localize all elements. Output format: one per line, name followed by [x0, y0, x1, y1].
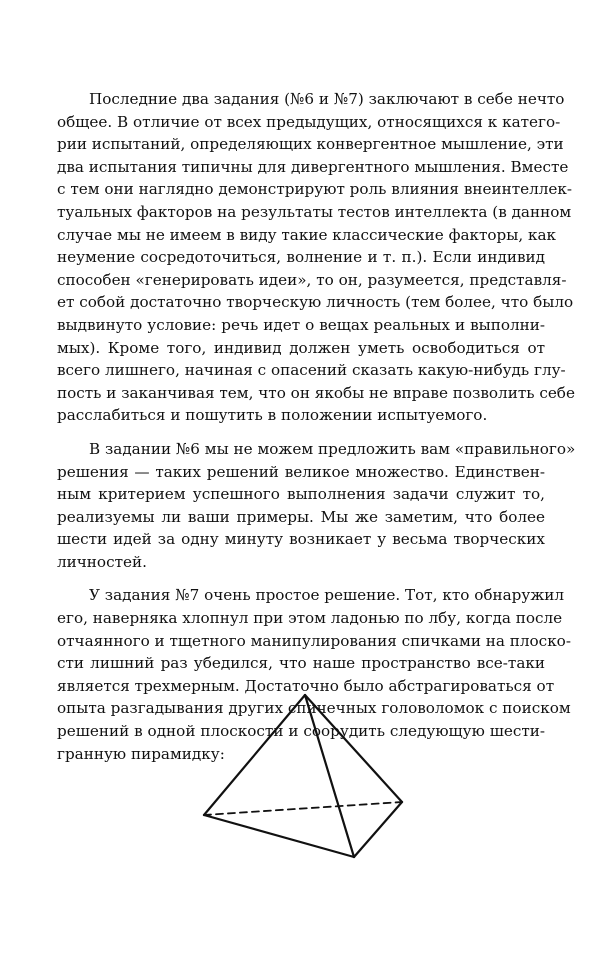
text-line: решений в одной плоскости и соорудить следующую шести- [57, 722, 545, 741]
text-line: гранную пирамидку: [57, 744, 225, 763]
text-line: неумение сосредоточиться, волнение и т. п.). Если индивид [57, 248, 545, 267]
text-line: У задания №7 очень простое решение. Тот, кто обнаружил [89, 586, 565, 605]
text-line: мых). Кроме того, индивид должен уметь освободиться от [57, 338, 545, 357]
text-line: В задании №6 мы не можем предложить вам «правильного» [89, 439, 576, 458]
text-line: рии испытаний, определяющих конвергентное мышление, эти [57, 135, 564, 154]
text-line: ет собой достаточно творческую личность (тем более, что было [57, 293, 574, 312]
pyramid-edge [204, 815, 354, 857]
text-line: ным критерием успешного выполнения задачи служит то, [57, 485, 545, 504]
text-line: выдвинуто условие: речь идет о вещах реальных и выполни- [57, 315, 545, 334]
text-line: с тем они наглядно демонстрируют роль влияния внеинтеллек- [57, 180, 573, 199]
text-line: реализуемы ли ваши примеры. Мы же заметим, что более [57, 507, 545, 526]
text-line: решения — таких решений великое множество. Единствен- [57, 462, 545, 481]
text-line: всего лишнего, начиная с опасений сказать какую-нибудь глу- [57, 361, 566, 380]
text-line: пость и заканчивая тем, что он якобы не вправе позволить себе [57, 383, 575, 402]
text-line: расслабиться и пошутить в положении испытуемого. [57, 406, 488, 425]
text-line: шести идей за одну минуту возникает у весьма творческих [57, 530, 545, 549]
text-line: два испытания типичны для дивергентного мышления. Вместе [57, 157, 569, 176]
text-line: туальных факторов на результаты тестов интеллекта (в данном [57, 202, 572, 221]
text-line: способен «генерировать идеи», то он, разумеется, представля- [57, 270, 567, 289]
pyramid-edge [354, 802, 402, 857]
text-line: отчаянного и тщетного манипулирования спичками на плоско- [57, 631, 571, 650]
pyramid-edge [204, 695, 305, 815]
pyramid-edge [305, 695, 402, 802]
pyramid-hidden-edge [204, 802, 402, 815]
text-line: Последние два задания (№6 и №7) заключают в себе нечто [89, 90, 565, 108]
text-line: является трехмерным. Достаточно было абстрагироваться от [57, 676, 555, 695]
text-line: его, наверняка хлопнул при этом ладонью по лбу, когда после [57, 609, 563, 628]
text-line: личностей. [57, 552, 147, 571]
text-line: сти лишний раз убедился, что наше пространство все-таки [57, 654, 545, 673]
pyramid-edge [305, 695, 354, 857]
text-line: общее. В отличие от всех предыдущих, относящихся к катего- [57, 112, 561, 131]
text-line: опыта разгадывания других спичечных головоломок с поиском [57, 699, 571, 718]
text-line: случае мы не имеем в виду такие классические факторы, как [57, 225, 557, 244]
